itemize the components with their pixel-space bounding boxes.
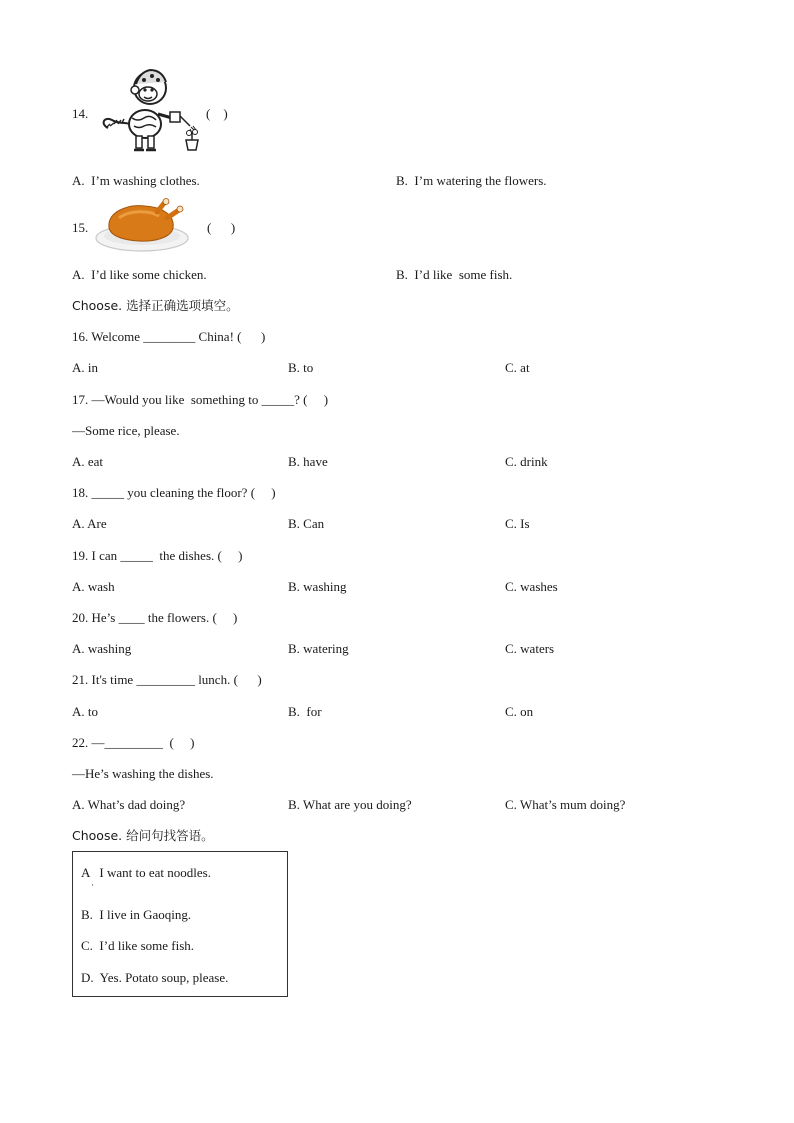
box-answer-d: D. Yes. Potato soup, please. xyxy=(81,970,229,985)
question-stem: 16. Welcome ________ China! ( ) xyxy=(72,329,266,344)
q14-option-a: A. I’m washing clothes. xyxy=(72,173,200,188)
box-answer-a: A I want to eat noodles. xyxy=(81,865,211,880)
q14-option-b: B. I’m watering the flowers. xyxy=(396,173,547,188)
question-stem: 20. He’s ____ the flowers. ( ) xyxy=(72,610,238,625)
option-b: B. to xyxy=(288,360,314,375)
monkey-watering-flowers-picture xyxy=(100,66,206,156)
option-a: A. washing xyxy=(72,641,132,656)
box-stray-dot: · xyxy=(91,880,94,890)
question-stem: 17. —Would you like something to _____? ( ) xyxy=(72,392,329,407)
option-c: C. on xyxy=(505,704,534,719)
option-a: A. What’s dad doing? xyxy=(72,797,186,812)
option-a: A. eat xyxy=(72,454,104,469)
roast-chicken-picture xyxy=(95,198,191,256)
option-b: B. What are you doing? xyxy=(288,797,412,812)
question-stem: 18. _____ you cleaning the floor? ( ) xyxy=(72,485,276,500)
option-b: B. have xyxy=(288,454,328,469)
q14-answer-paren: ( ) xyxy=(206,106,228,121)
option-a: A. in xyxy=(72,360,98,375)
q15-option-b: B. I’d like some fish. xyxy=(396,267,513,282)
option-a: A. Are xyxy=(72,516,107,531)
option-c: C. drink xyxy=(505,454,548,469)
box-answer-b: B. I live in Gaoqing. xyxy=(81,907,192,922)
option-a: A. wash xyxy=(72,579,115,594)
question-stem: 22. —_________ ( ) xyxy=(72,735,195,750)
option-c: C. What’s mum doing? xyxy=(505,797,626,812)
option-a: A. to xyxy=(72,704,98,719)
option-c: C. Is xyxy=(505,516,530,531)
question-reply-line: —Some rice, please. xyxy=(72,423,180,438)
option-c: C. at xyxy=(505,360,530,375)
section-heading-choose-fill: Choose. 选择正确选项填空。 xyxy=(72,298,239,313)
option-c: C. waters xyxy=(505,641,555,656)
question-stem: 19. I can _____ the dishes. ( ) xyxy=(72,548,243,563)
question-stem: 21. It's time _________ lunch. ( ) xyxy=(72,672,262,687)
option-b: B. for xyxy=(288,704,322,719)
q15-option-a: A. I’d like some chicken. xyxy=(72,267,207,282)
option-b: B. watering xyxy=(288,641,349,656)
option-c: C. washes xyxy=(505,579,558,594)
q15-number: 15. xyxy=(72,220,89,235)
q14-number: 14. xyxy=(72,106,89,121)
q15-answer-paren: ( ) xyxy=(207,220,236,235)
option-b: B. washing xyxy=(288,579,347,594)
option-b: B. Can xyxy=(288,516,325,531)
box-answer-c: C. I’d like some fish. xyxy=(81,938,195,953)
answer-options-box xyxy=(72,851,288,997)
section-heading-match-answers: Choose. 给问句找答语。 xyxy=(72,828,214,843)
question-reply-line: —He’s washing the dishes. xyxy=(72,766,214,781)
